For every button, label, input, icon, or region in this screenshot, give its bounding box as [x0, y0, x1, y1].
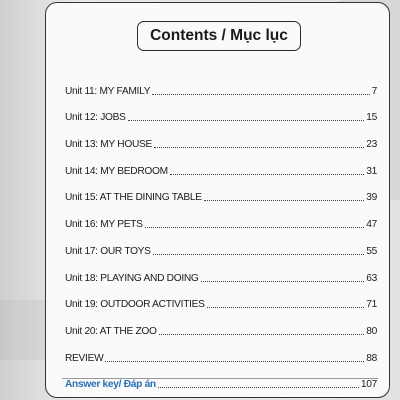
dot-leader	[152, 94, 369, 95]
table-of-contents	[65, 70, 377, 390]
toc-entry-page: 31	[366, 165, 377, 177]
toc-entry-unit-15[interactable]	[65, 177, 377, 204]
toc-entry-unit-16[interactable]	[65, 203, 377, 230]
toc-entry-page: 39	[366, 192, 377, 204]
toc-entry-answer-key[interactable]	[65, 364, 377, 391]
page-title: Contents / Mục lục	[150, 27, 288, 44]
toc-entry-label: Unit 18: PLAYING AND DOING	[65, 272, 199, 284]
toc-entry-label: REVIEW	[65, 352, 104, 364]
toc-entry-label: Unit 14: MY BEDROOM	[65, 165, 168, 177]
toc-entry-unit-18[interactable]	[65, 257, 377, 284]
toc-entry-unit-11[interactable]	[65, 70, 377, 97]
toc-entry-label: Answer key/ Đáp án	[65, 379, 156, 391]
dot-leader	[154, 147, 364, 148]
toc-entry-label: Unit 12: JOBS	[65, 112, 126, 124]
toc-entry-page: 15	[366, 112, 377, 124]
toc-entry-unit-20[interactable]	[65, 310, 377, 337]
dot-leader	[158, 387, 359, 388]
dot-leader	[207, 307, 365, 308]
toc-entry-page: 63	[366, 272, 377, 284]
toc-entry-label: Unit 20: AT THE ZOO	[65, 325, 157, 337]
toc-entry-label: Unit 13: MY HOUSE	[65, 139, 152, 151]
toc-entry-label: Unit 11: MY FAMILY	[65, 85, 151, 97]
toc-entry-unit-14[interactable]	[65, 150, 377, 177]
toc-entry-label: Unit 19: OUTDOOR ACTIVITIES	[65, 299, 205, 311]
dot-leader	[128, 120, 365, 121]
toc-entry-page: 80	[366, 325, 377, 337]
dot-leader	[105, 361, 364, 362]
bottom-divider	[62, 378, 378, 379]
toc-entry-page: 23	[366, 139, 377, 151]
toc-entry-label: Unit 16: MY PETS	[65, 219, 143, 231]
toc-entry-label: Unit 15: AT THE DINING TABLE	[65, 192, 202, 204]
dot-leader	[201, 281, 365, 282]
title-box	[137, 21, 301, 51]
toc-entry-unit-13[interactable]	[65, 123, 377, 150]
toc-entry-page: 47	[366, 219, 377, 231]
dot-leader	[204, 200, 365, 201]
contents-page	[45, 2, 390, 398]
background-shadow	[0, 300, 45, 360]
toc-entry-unit-17[interactable]	[65, 230, 377, 257]
toc-entry-label: Unit 17: OUR TOYS	[65, 245, 151, 257]
toc-entry-unit-12[interactable]	[65, 97, 377, 124]
toc-entry-review[interactable]	[65, 337, 377, 364]
toc-entry-page: 107	[360, 379, 377, 391]
toc-entry-page: 55	[366, 245, 377, 257]
toc-entry-unit-19[interactable]	[65, 284, 377, 311]
dot-leader	[159, 334, 365, 335]
dot-leader	[153, 254, 365, 255]
dot-leader	[170, 174, 364, 175]
toc-entry-page: 7	[371, 85, 377, 97]
toc-entry-page: 88	[366, 352, 377, 364]
toc-entry-page: 71	[366, 299, 377, 311]
dot-leader	[145, 227, 365, 228]
